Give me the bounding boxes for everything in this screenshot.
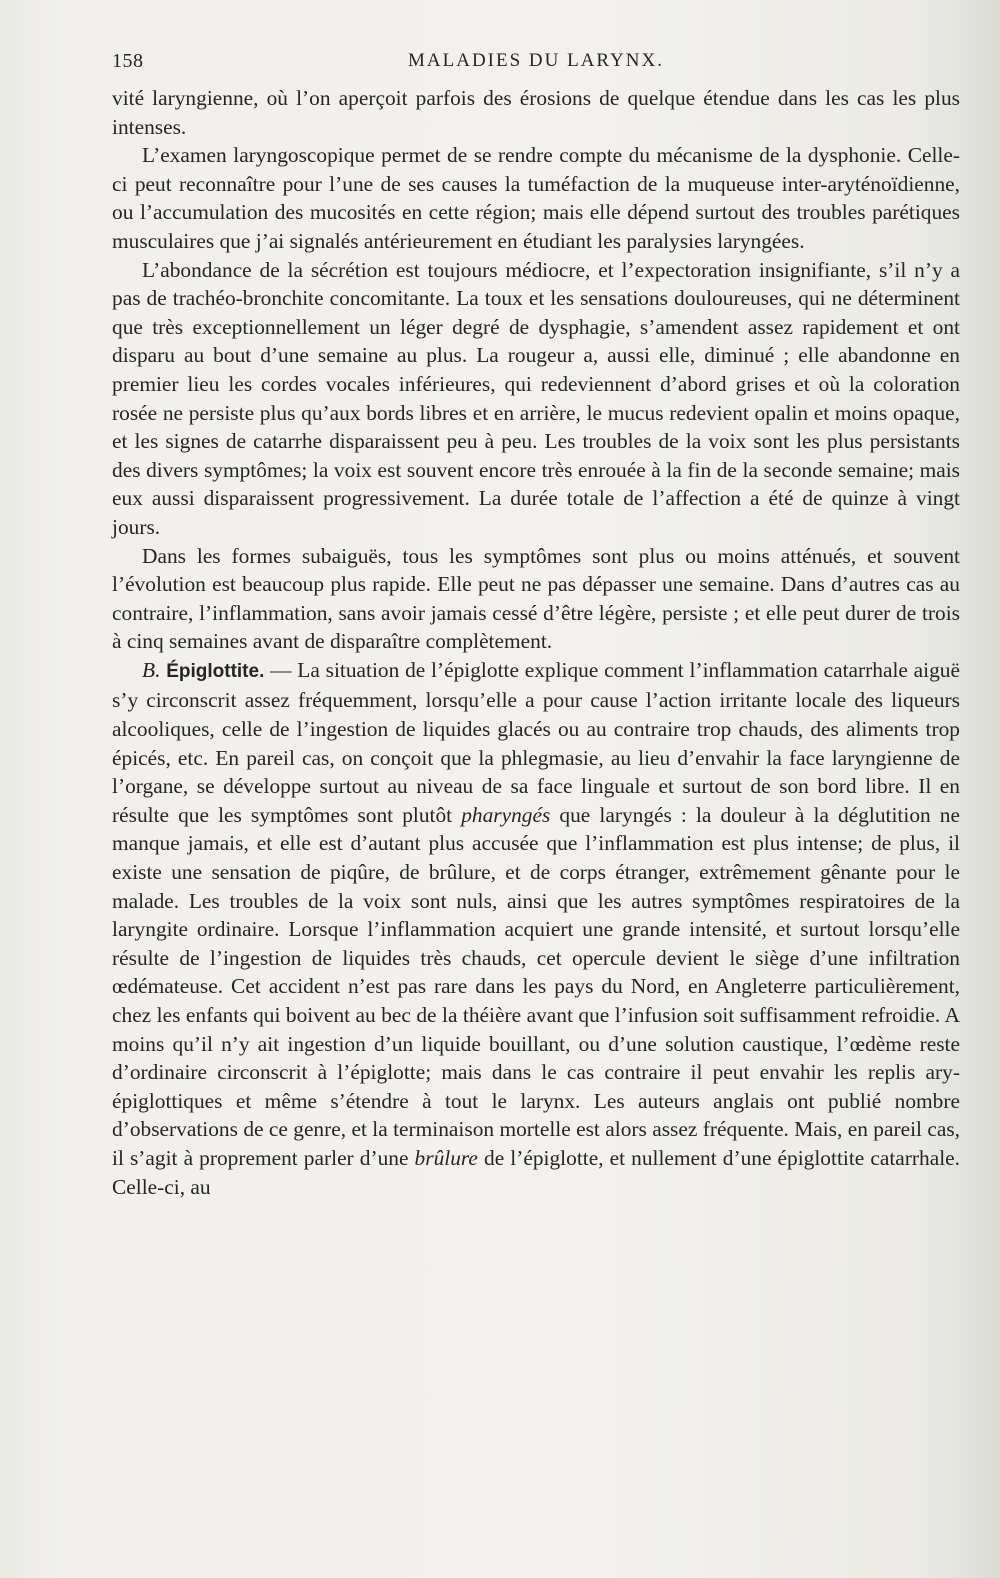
body-text: [112, 84, 960, 1201]
paragraph-continuation: vité laryngienne, où l’on aperçoit parfois des érosions de quelque étendue dans les cas les plus intenses.: [112, 86, 960, 139]
paragraph-subacute-forms: Dans les formes subaiguës, tous les symptômes sont plus ou moins atténués, et souvent l’évolution est beaucoup plus rapide. Elle peut ne pas dépasser une semaine. Dans d’autres cas au contraire, l’inflammation, sans avoir jamais cessé d’être légère, persiste ; et elle peut durer de trois à cinq semaines avant de disparaître complètement.: [112, 543, 960, 654]
text-run: que laryngés : la douleur à la déglutition ne manque jamais, et elle est d’autant plus accusée que l’inflammation est plus intense; de plus, il existe une sensation de piqûre, de brûlure, et de corps étranger, extrêmement gênante pour le malade. Les troubles de la voix sont nuls, ainsi que les autres symptômes respiratoires de la laryngite ordinaire. Lorsque l’inflammation acquiert une grande intensité, et surtout lorsqu’elle résulte de l’ingestion de liquides très chauds, cet opercule devient le siège d’une infiltration œdémateuse. Cet accident n’est pas rare dans les pays du Nord, en Angleterre particulièrement, chez les enfants qui boivent au bec de la théière avant que l’infusion soit suffisamment refroidie. A moins qu’il n’y ait ingestion d’un liquide bouillant, ou d’une solution caustique, l’œdème reste d’ordinaire circonscrit à l’épiglotte; mais dans le cas contraire il peut envahir les replis ary-épiglottiques et même s’étendre à tout le larynx. Les auteurs anglais ont publié nombre d’observations de ce genre, et la terminaison mortelle est alors assez fréquente. Mais, en pareil cas, il s’agit à proprement parler d’une: [112, 802, 960, 1170]
page-header: [112, 50, 960, 80]
section-heading: Épiglottite.: [166, 660, 265, 682]
paragraph-laryngoscopy: L’examen laryngoscopique permet de se rendre compte du mécanisme de la dysphonie. Celle-ci peut reconnaître pour l’une de ses causes la tuméfaction de la muqueuse inter-aryténoïdienne, ou l’accumulation des mucosités en cette région; mais elle dépend surtout des troubles parétiques musculaires que j’ai signalés antérieurement en étudiant les paralysies laryngées.: [112, 143, 960, 253]
italic-term: pharyngés: [461, 802, 551, 827]
section-letter: B.: [142, 657, 161, 682]
text-run: — La situation de l’épiglotte explique comment l’inflammation catarrhale aiguë s’y circonscrit assez fréquemment, lorsqu’elle a pour cause l’action irritante locale des liqueurs alcooliques, celle de l’ingestion de liquides glacés ou au contraire trop chauds, des aliments trop épicés, etc. En pareil cas, on conçoit que la phlegmasie, au lieu d’envahir la face laryngienne de l’organe, se développe surtout au niveau de sa face linguale et surtout de son bord libre. Il en résulte que les symptômes sont plutôt: [112, 657, 960, 827]
running-title: MALADIES DU LARYNX.: [408, 50, 664, 71]
text-run: de l’épiglotte, et nullement d’une épiglottite catarrhale. Celle-ci, au: [112, 1145, 960, 1199]
italic-term: brûlure: [414, 1145, 478, 1170]
paragraph-epiglottitis: [112, 656, 960, 1201]
page-number: 158: [112, 50, 144, 72]
paragraph-secretion: L’abondance de la sécrétion est toujours médiocre, et l’expectoration insignifiante, s’il n’y a pas de trachéo-bronchite concomitante. La toux et les sensations douloureuses, qui ne déterminent que très exceptionnellement un léger degré de dysphagie, s’amendent assez rapidement et ont disparu au bout d’une semaine au plus. La rougeur a, aussi elle, diminué ; elle abandonne en premier lieu les cordes vocales inférieures, qui redeviennent d’abord grises et où la coloration rosée ne persiste plus qu’aux bords libres et en arrière, le mucus redevient opalin et moins opaque, et les signes de catarrhe disparaissent peu à peu. Les troubles de la voix sont les plus persistants des divers symptômes; la voix est souvent encore très enrouée à la fin de la seconde semaine; mais eux aussi disparaissent progressivement. La durée totale de l’affection a été de quinze à vingt jours.: [112, 257, 960, 539]
